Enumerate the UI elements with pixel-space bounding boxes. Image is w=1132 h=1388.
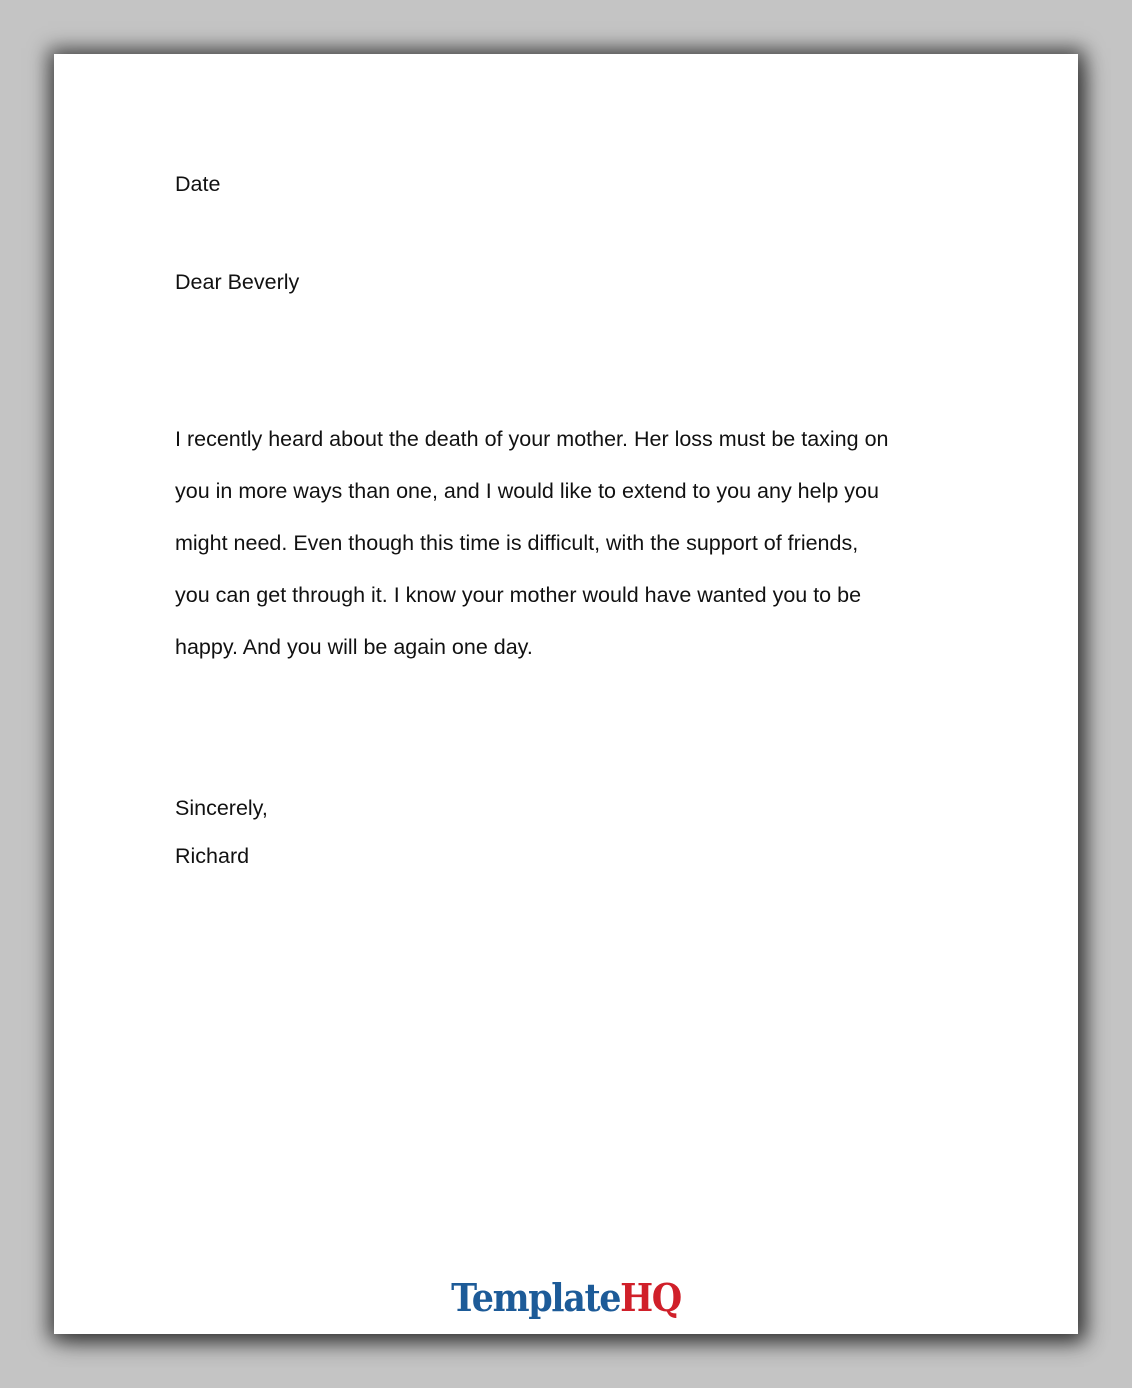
letter-signature: Richard: [175, 844, 250, 868]
letter-body-line: happy. And you will be again one day.: [175, 635, 533, 659]
logo-text-hq: HQ: [620, 1275, 681, 1320]
logo-text-template: Template: [451, 1275, 621, 1320]
templatehq-logo: [95, 1274, 1037, 1322]
letter-page: [54, 54, 1078, 1334]
letter-body: [175, 413, 975, 673]
letter-body-line: you can get through it. I know your mother would have wanted you to be: [175, 583, 862, 607]
letter-salutation: Dear Beverly: [175, 270, 300, 294]
letter-body-line: might need. Even though this time is difficult, with the support of friends,: [175, 531, 859, 555]
letter-date: Date: [175, 172, 221, 196]
letter-body-line: I recently heard about the death of your mother. Her loss must be taxing on: [175, 427, 889, 451]
letter-body-line: you in more ways than one, and I would like to extend to you any help you: [175, 479, 879, 503]
letter-closing: Sincerely,: [175, 796, 268, 820]
